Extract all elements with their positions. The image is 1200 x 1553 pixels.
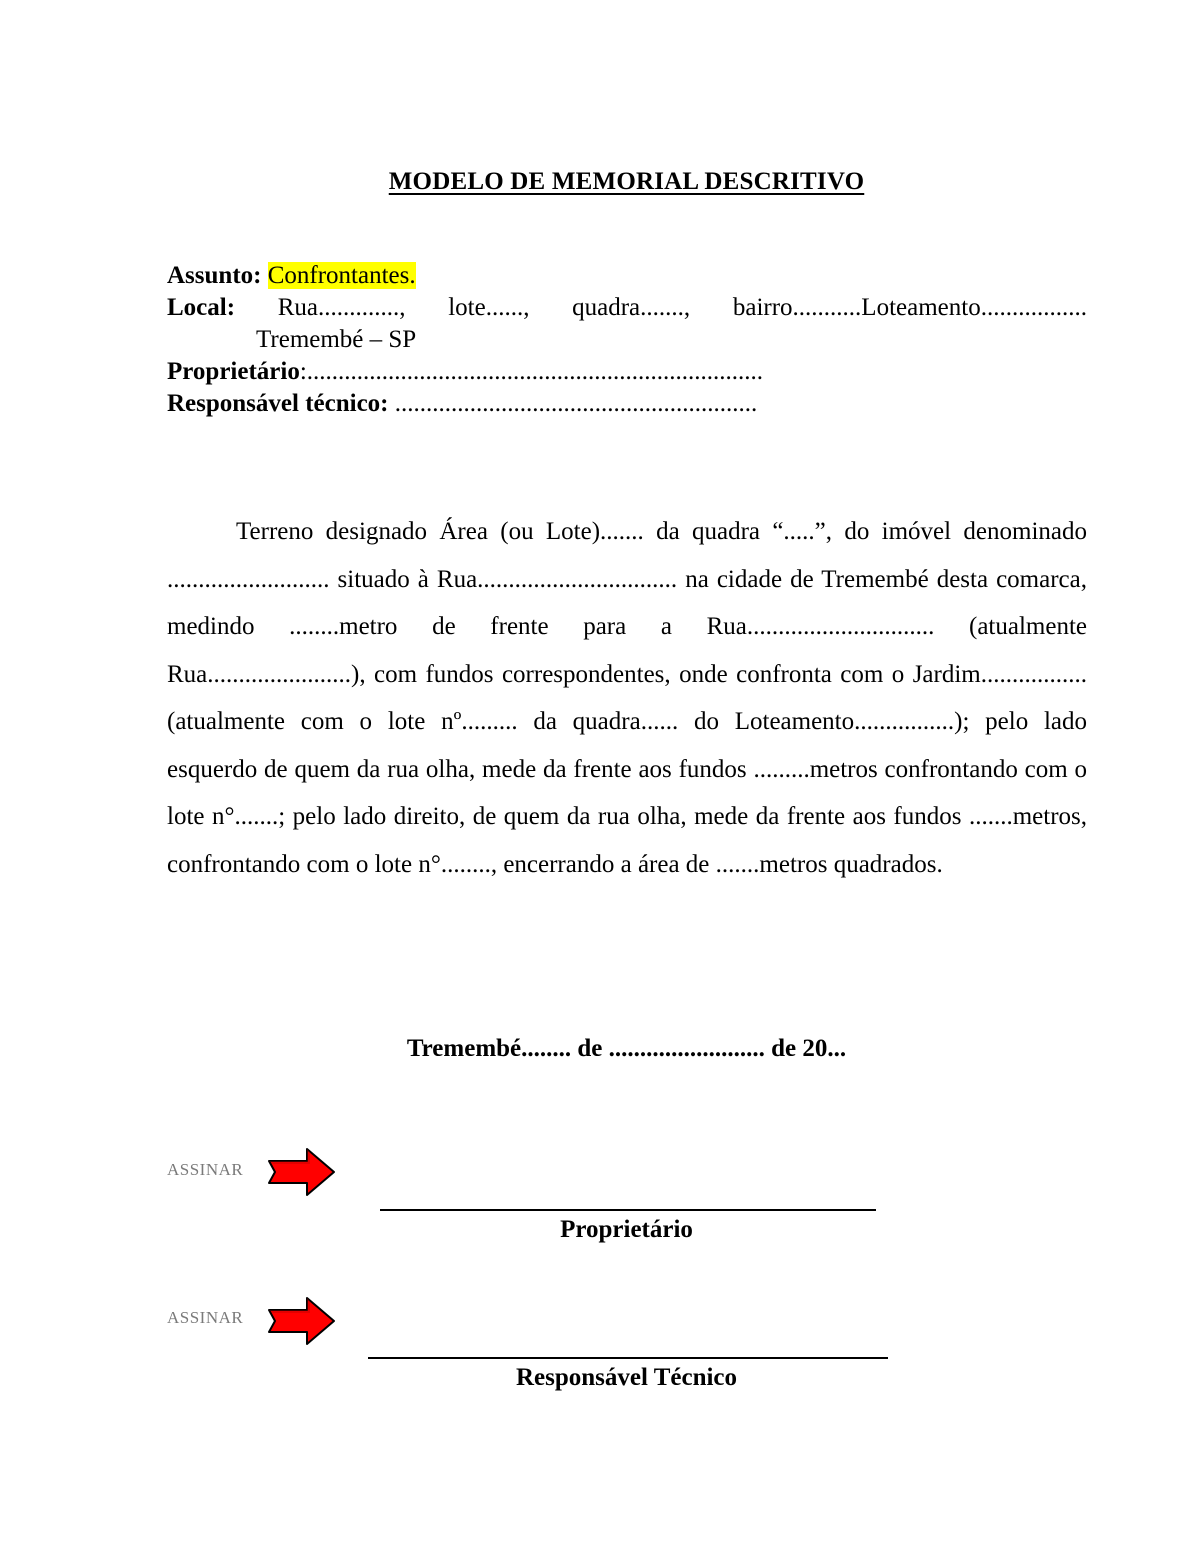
page-title: MODELO DE MEMORIAL DESCRITIVO bbox=[388, 168, 865, 195]
responsavel-value: .......................................................... bbox=[388, 390, 758, 417]
header-block bbox=[167, 260, 1087, 420]
sign-hint-proprietario: ASSINAR bbox=[167, 1160, 244, 1179]
signature-caption-responsavel: Responsável Técnico bbox=[515, 1364, 738, 1391]
local-rua: Rua............., bbox=[277, 294, 406, 321]
assunto-row bbox=[167, 260, 1087, 292]
signature-line-proprietario[interactable] bbox=[380, 1209, 876, 1211]
signature-caption-proprietario: Proprietário bbox=[560, 1216, 693, 1243]
local-lote: lote......, bbox=[448, 294, 530, 321]
local-bairro: bairro...........Loteamento................. bbox=[732, 294, 1087, 321]
proprietario-row bbox=[167, 356, 1087, 388]
assunto-label: Assunto: bbox=[167, 262, 262, 289]
local-city: Tremembé – SP bbox=[256, 326, 417, 353]
body-paragraph: Terreno designado Área (ou Lote)....... da quadra “.....”, do imóvel denominado .......................... situado à Rua................................ na cidade de Tremembé desta comarca, medindo ........metro de frente para a Rua.............................. (atualmente Rua.......................), com fundos correspondentes, onde confronta com o Jardim................. (atualmente com o lote nº......... da quadra...... do Loteamento................); pelo lado esquerdo de quem da rua olha, mede da frente aos fundos .........metros confrontando com o lote n°.......; pelo lado direito, de quem da rua olha, mede da frente aos fundos .......metros, confrontando com o lote n°........, encerrando a área de .......metros quadrados. bbox=[167, 518, 1087, 878]
local-label: Local: bbox=[167, 294, 236, 321]
responsavel-label: Responsável técnico: bbox=[167, 390, 389, 417]
proprietario-label: Proprietário bbox=[167, 358, 300, 385]
red-arrow-icon bbox=[265, 1147, 337, 1197]
signature-line-responsavel[interactable] bbox=[368, 1357, 888, 1359]
date-line: Tremembé........ de ......................... de 20... bbox=[406, 1035, 847, 1062]
sign-hint-responsavel: ASSINAR bbox=[167, 1308, 244, 1327]
local-quadra: quadra......., bbox=[572, 294, 691, 321]
assunto-value: Confrontantes. bbox=[267, 262, 416, 289]
local-row bbox=[167, 292, 1087, 324]
proprietario-value: :......................................................................... bbox=[299, 358, 764, 385]
red-arrow-icon bbox=[265, 1296, 337, 1346]
responsavel-row bbox=[167, 388, 1087, 420]
